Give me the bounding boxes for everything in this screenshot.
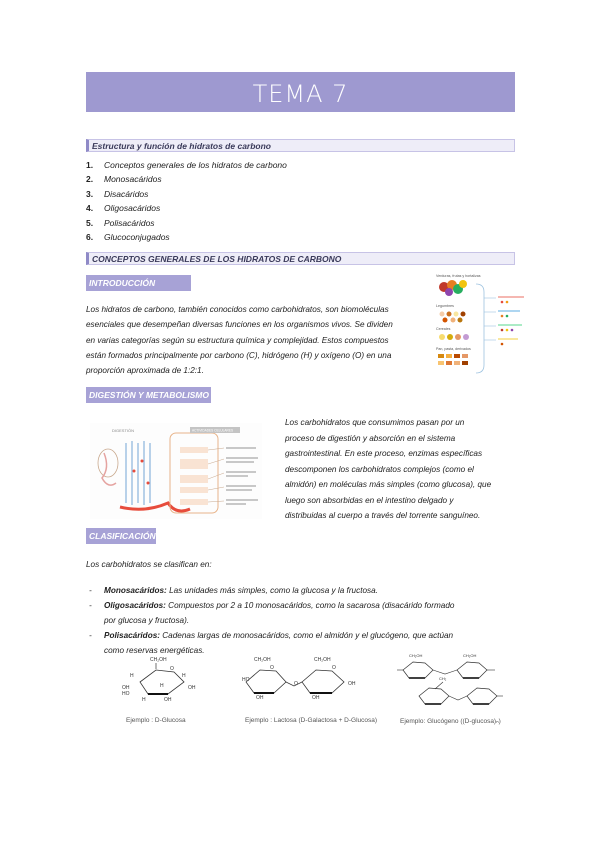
concepts-title: CONCEPTOS GENERALES DE LOS HIDRATOS DE CARBONO	[86, 252, 515, 265]
svg-text:OH: OH	[256, 695, 264, 701]
digestion-line: luego son absorbidas en el intestino delgado y	[285, 495, 454, 505]
food-label: Legumbres	[436, 304, 454, 308]
svg-text:H: H	[142, 697, 146, 703]
toc-item	[86, 201, 287, 215]
svg-text:H: H	[130, 673, 134, 679]
food-label: Cereales	[436, 327, 451, 331]
classification-text: Cadenas largas de monosacáridos, como el almidón y el glucógeno, que actúan	[162, 631, 454, 640]
classification-text: por glucosa y fructosa).	[104, 616, 190, 625]
intro-tag: INTRODUCCIÓN	[86, 275, 191, 291]
classification-term: Polisacáridos:	[104, 631, 160, 640]
classification-text: como reservas energéticas.	[104, 646, 205, 655]
toc-item	[86, 172, 287, 186]
carbohydrate-foods-illustration	[436, 270, 532, 380]
lactose-caption: Ejemplo : Lactosa (D-Galactosa + D-Glucosa)	[245, 717, 378, 724]
svg-text:CH₂OH: CH₂OH	[254, 657, 271, 663]
food-label: Pan, pasta, derivados	[436, 347, 471, 351]
classification-term: Monosacáridos:	[104, 586, 167, 595]
digestion-line: descomponen los carbohidratos complejos (como el	[285, 464, 474, 474]
classification-term: Oligosacáridos:	[104, 601, 166, 610]
svg-text:OH: OH	[122, 685, 130, 691]
svg-text:OH: OH	[348, 681, 356, 687]
intro-line: en varias categorías según su estructura química y complejidad. Estos compuestos	[86, 335, 389, 345]
digestion-line: gastrointestinal. En este proceso, enzimas específicas	[285, 449, 483, 458]
classification-tag: CLASIFICACIÓN	[86, 528, 156, 544]
intro-line: esenciales que desempeñan diversas funciones en los organismos vivos. Se dividen	[86, 320, 393, 330]
glucose-caption: Ejemplo : D-Glucosa	[126, 717, 186, 724]
toc-item	[86, 158, 287, 172]
digestion-paragraph	[285, 415, 515, 524]
svg-text:O: O	[170, 666, 174, 672]
digestion-label: DIGESTIÓN	[112, 428, 135, 433]
toc-number: 1.	[86, 160, 94, 170]
toc-number: 4.	[86, 203, 94, 214]
toc-label: Polisacáridos	[104, 217, 155, 228]
page-title: TEMA 7	[252, 80, 349, 108]
svg-text:H: H	[160, 683, 164, 689]
svg-text:O: O	[332, 665, 336, 671]
glucose-structure-diagram	[120, 655, 200, 713]
digestion-tag: DIGESTIÓN Y METABOLISMO	[86, 387, 211, 403]
toc-number: 5.	[86, 217, 94, 228]
lactose-structure-diagram	[240, 655, 360, 713]
toc-list	[86, 158, 287, 244]
digestion-line: Los carbohidratos que consumimos pasan por un	[285, 418, 465, 427]
classification-text: Compuestos por 2 a 10 monosacáridos, como la sacarosa (disacárido formado	[168, 601, 455, 610]
svg-text:CH₂OH: CH₂OH	[150, 657, 167, 663]
svg-text:HO: HO	[122, 691, 130, 697]
toc-number: 3.	[86, 188, 94, 199]
svg-text:OH: OH	[188, 685, 196, 691]
toc-number: 2.	[86, 174, 94, 185]
classification-text: Las unidades más simples, como la glucosa y la fructosa.	[169, 586, 378, 595]
classification-item: - Polisacáridos: Cadenas largas de monosacáridos, como el almidón y el glucógeno, que actúan como reservas energéticas.	[89, 631, 454, 655]
svg-text:OH: OH	[164, 697, 172, 703]
food-label: Verduras, frutas y hortalizas	[436, 274, 481, 278]
toc-item	[86, 230, 287, 244]
svg-text:CH₂OH: CH₂OH	[409, 653, 423, 658]
svg-text:CH₂: CH₂	[439, 676, 447, 681]
toc-item	[86, 187, 287, 201]
svg-text:CH₂OH: CH₂OH	[314, 657, 331, 663]
section-title: Estructura y función de hidratos de carbono	[86, 139, 515, 152]
toc-label: Conceptos generales de los hidratos de carbono	[104, 160, 287, 170]
svg-text:O: O	[294, 681, 298, 687]
intro-paragraph	[86, 302, 431, 378]
toc-label: Monosacáridos	[104, 174, 162, 185]
toc-number: 6.	[86, 232, 94, 243]
svg-text:OH: OH	[312, 695, 320, 701]
toc-label: Glucoconjugados	[104, 232, 170, 243]
glycogen-structure-diagram	[395, 652, 505, 714]
toc-item	[86, 216, 287, 230]
intro-line: Los hidratos de carbono, también conocidos como carbohidratos, son biomoléculas	[86, 305, 389, 314]
digestion-line: distribuidas al cuerpo a través del torrente sanguíneo.	[285, 511, 481, 520]
classification-item: - Monosacáridos: Las unidades más simples, como la glucosa y la fructosa.	[89, 586, 378, 595]
digestion-line: proceso de digestión y absorción en el sistema	[285, 433, 456, 443]
svg-text:O: O	[270, 665, 274, 671]
toc-label: Oligosacáridos	[104, 203, 161, 214]
intro-line: están formados principalmente por carbono (C), hidrógeno (H) y oxígeno (O) en una	[86, 350, 392, 360]
classification-item: - Oligosacáridos: Compuestos por 2 a 10 monosacáridos, como la sacarosa (disacárido formado por glucosa y fructosa).	[89, 601, 455, 625]
glycogen-caption: Ejemplo: Glucógeno ((D-glucosa)ₙ)	[400, 718, 501, 725]
intro-line: proporción aproximada de 1:2:1.	[86, 366, 204, 376]
digestion-label: ACTIVIDADES CELULARES	[192, 428, 234, 433]
svg-text:CH₂OH: CH₂OH	[463, 653, 477, 658]
digestion-line: almidón) en moléculas más simples (como glucosa), que	[285, 480, 492, 489]
svg-text:HO: HO	[242, 677, 250, 683]
classification-intro: Los carbohidratos se clasifican en:	[86, 560, 212, 569]
svg-text:H: H	[182, 673, 186, 679]
digestion-illustration	[90, 423, 262, 519]
toc-label: Disacáridos	[104, 188, 149, 199]
